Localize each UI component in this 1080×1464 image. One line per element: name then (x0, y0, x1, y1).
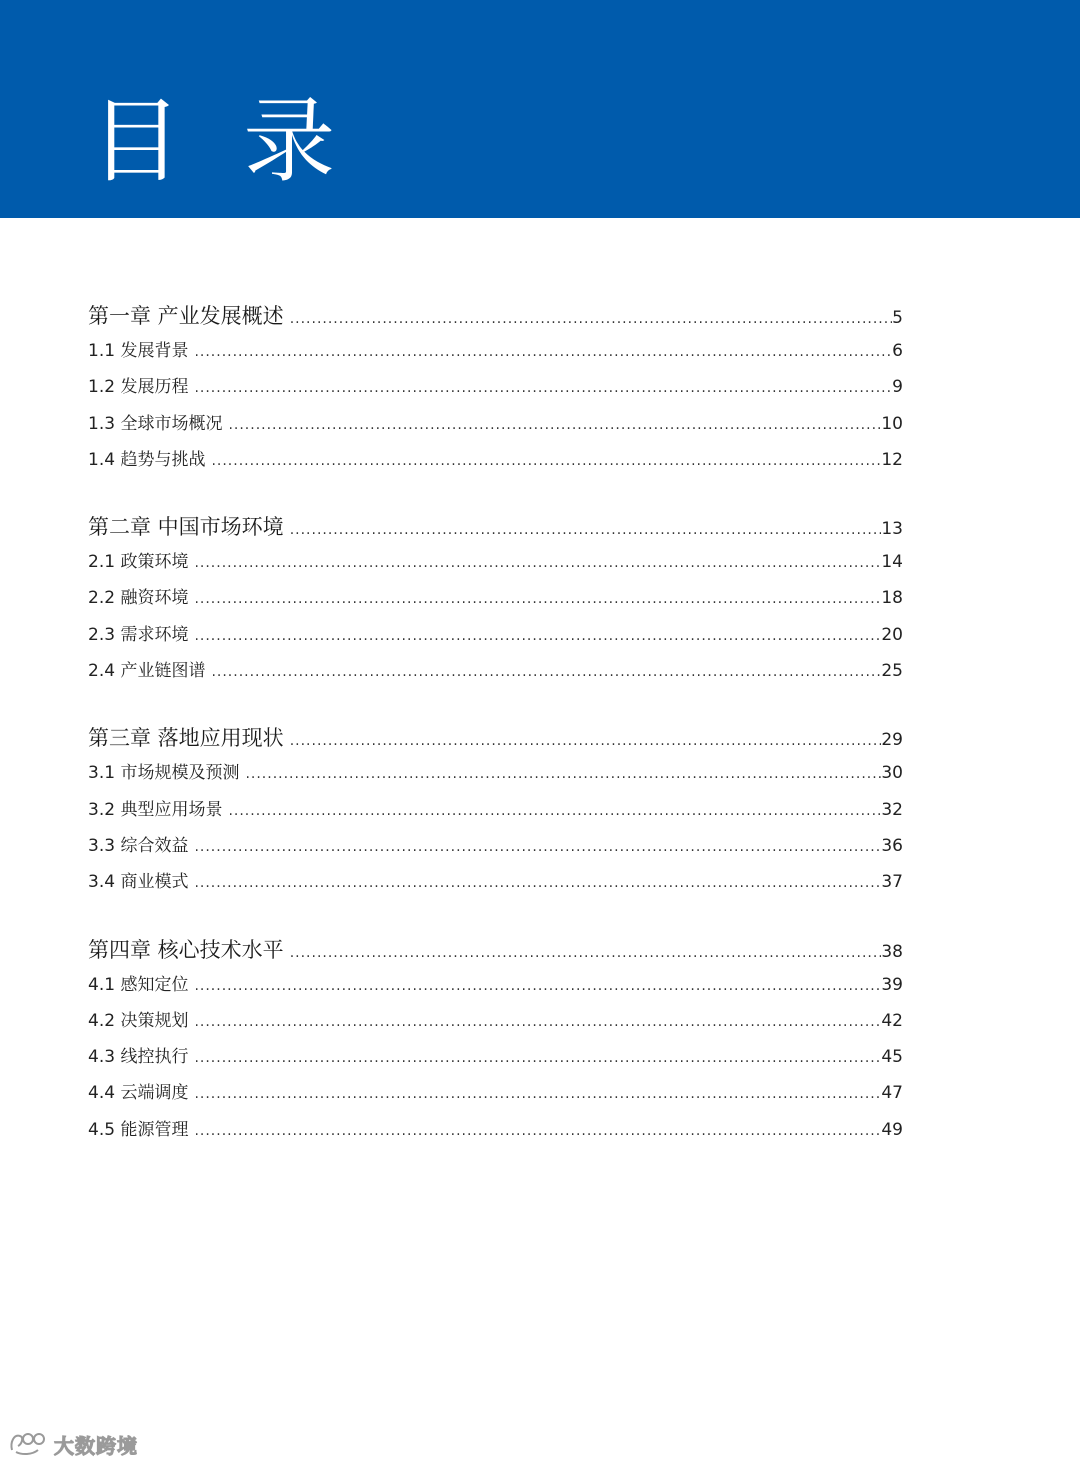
toc-section[interactable] (88, 831, 903, 867)
page-number: 12 (881, 449, 903, 470)
toc-section[interactable] (88, 656, 903, 692)
section-title: 3.1 市场规模及预测 (88, 763, 240, 784)
page-number: 49 (881, 1119, 903, 1140)
page-number: 6 (892, 341, 903, 361)
toc-chapter-4 (88, 934, 903, 1151)
section-title: 1.4 趋势与挑战 (88, 449, 206, 470)
table-of-contents (88, 300, 903, 1181)
toc-section[interactable] (88, 445, 903, 481)
section-title: 2.3 需求环境 (88, 624, 189, 645)
page-number: 20 (881, 624, 903, 645)
section-title: 1.1 发展背景 (88, 341, 189, 361)
watermark (8, 1428, 138, 1460)
dot-leader (290, 733, 882, 749)
section-title: 4.5 能源管理 (88, 1119, 189, 1140)
toc-section[interactable] (88, 867, 903, 903)
page-number: 30 (881, 763, 903, 784)
dot-leader (194, 875, 881, 891)
section-title: 3.3 综合效益 (88, 835, 189, 856)
toc-section[interactable] (88, 795, 903, 831)
section-title: 4.1 感知定位 (88, 974, 189, 995)
dot-leader (194, 978, 881, 994)
toc-section[interactable] (88, 372, 903, 408)
dot-leader (194, 344, 892, 360)
page-number: 42 (881, 1010, 903, 1031)
section-title: 2.1 政策环境 (88, 552, 189, 573)
toc-section[interactable] (88, 583, 903, 619)
dot-leader (194, 591, 881, 607)
page-number: 39 (881, 974, 903, 995)
toc-section[interactable] (88, 336, 903, 372)
page-number: 9 (892, 377, 903, 398)
page-number: 45 (881, 1047, 903, 1068)
dot-leader (228, 803, 881, 819)
section-title: 4.4 云端调度 (88, 1083, 189, 1104)
dot-leader (194, 839, 881, 855)
page-number: 5 (892, 308, 903, 328)
section-title: 2.4 产业链图谱 (88, 661, 206, 682)
page-number: 32 (881, 799, 903, 820)
chapter-title: 第二章 中国市场环境 (88, 515, 284, 540)
dot-leader (194, 1050, 881, 1066)
section-title: 3.2 典型应用场景 (88, 799, 223, 820)
dot-leader (194, 380, 892, 396)
dot-leader (194, 628, 881, 644)
chapter-title: 第一章 产业发展概述 (88, 304, 284, 328)
dot-leader (245, 766, 881, 782)
section-title: 3.4 商业模式 (88, 872, 189, 893)
chapter-title: 第三章 落地应用现状 (88, 726, 284, 751)
section-title: 4.2 决策规划 (88, 1010, 189, 1031)
page-number: 47 (881, 1083, 903, 1104)
toc-chapter-heading[interactable] (88, 300, 903, 336)
toc-section[interactable] (88, 1042, 903, 1078)
toc-chapter-heading[interactable] (88, 934, 903, 970)
watermark-text: 大数跨境 (54, 1433, 138, 1458)
page-number: 18 (881, 588, 903, 609)
dot-leader (290, 945, 882, 961)
toc-section[interactable] (88, 547, 903, 583)
toc-chapter-3 (88, 722, 903, 903)
page-number: 25 (881, 661, 903, 682)
dot-leader (290, 522, 882, 538)
dot-leader (194, 1086, 881, 1102)
dot-leader (194, 555, 881, 571)
page-number: 36 (881, 835, 903, 856)
toc-section[interactable] (88, 1078, 903, 1114)
toc-section[interactable] (88, 970, 903, 1006)
brand-logo-icon (8, 1428, 48, 1460)
page-number: 37 (881, 872, 903, 893)
dot-leader (290, 311, 892, 327)
section-title: 2.2 融资环境 (88, 588, 189, 609)
page-number: 10 (881, 413, 903, 434)
page-number: 29 (881, 730, 903, 751)
page-number: 38 (881, 941, 903, 962)
toc-chapter-heading[interactable] (88, 511, 903, 547)
section-title: 4.3 线控执行 (88, 1047, 189, 1068)
header-banner (0, 0, 1080, 218)
section-title: 1.2 发展历程 (88, 377, 189, 398)
toc-chapter-heading[interactable] (88, 722, 903, 758)
toc-section[interactable] (88, 1115, 903, 1151)
toc-section[interactable] (88, 620, 903, 656)
toc-chapter-1 (88, 300, 903, 481)
dot-leader (194, 1123, 881, 1139)
dot-leader (228, 417, 881, 433)
toc-section[interactable] (88, 758, 903, 794)
chapter-title: 第四章 核心技术水平 (88, 937, 284, 962)
toc-chapter-2 (88, 511, 903, 692)
page-title: 目 录 (90, 88, 352, 195)
toc-section[interactable] (88, 409, 903, 445)
section-title: 1.3 全球市场概况 (88, 413, 223, 434)
dot-leader (194, 1014, 881, 1030)
toc-section[interactable] (88, 1006, 903, 1042)
dot-leader (211, 453, 881, 469)
page-number: 14 (881, 552, 903, 573)
dot-leader (211, 664, 881, 680)
page-number: 13 (881, 519, 903, 540)
